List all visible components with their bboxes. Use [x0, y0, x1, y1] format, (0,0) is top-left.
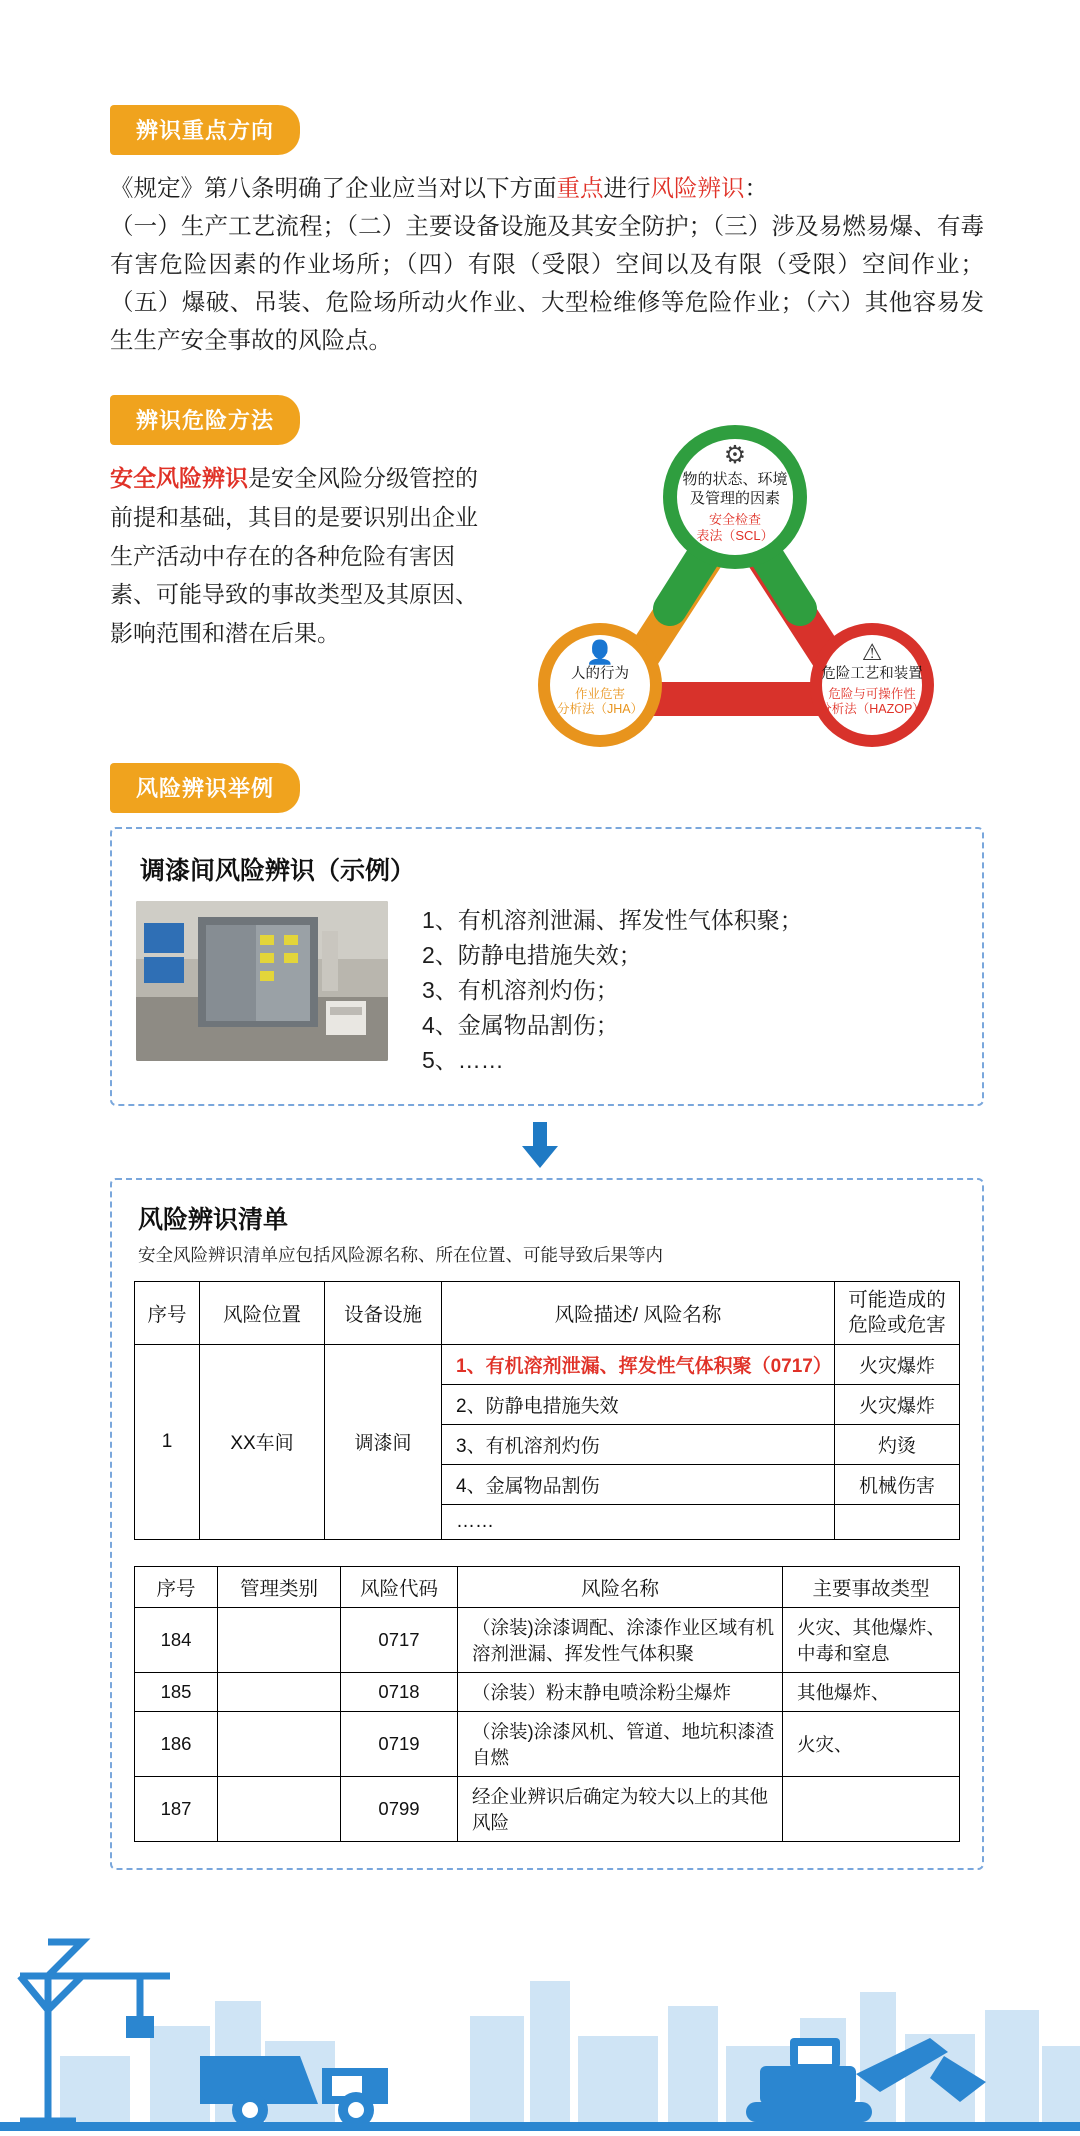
- triangle-top-title-line1: 物的状态、环境: [682, 471, 788, 489]
- triangle-right-method-line1: 危险与可操作性: [828, 686, 916, 701]
- focus-line1-pre: 《规定》第八条明确了企业应当对以下方面: [110, 175, 557, 201]
- table-row: [135, 1607, 960, 1672]
- td-description: 1、有机溶剂泄漏、挥发性气体积聚（0717）: [442, 1344, 835, 1384]
- risk-identification-table: [134, 1281, 960, 1540]
- triangle-diagram: [500, 419, 970, 749]
- risk-list-title: 风险辨识清单: [138, 1206, 289, 1235]
- warning-icon: ⚠: [861, 639, 883, 666]
- td2-category: [218, 1607, 341, 1672]
- focus-line1-end: ：: [744, 175, 768, 201]
- table-row: [135, 1672, 960, 1711]
- td-harm: 火灾爆炸: [835, 1344, 960, 1384]
- td2-no: 185: [135, 1672, 218, 1711]
- focus-paragraph: [110, 169, 984, 359]
- td-harm: [835, 1504, 960, 1539]
- triangle-left-method-line1: 作业危害: [574, 686, 625, 701]
- triangle-node-left: [518, 641, 682, 718]
- focus-line1-highlight2: 风险辨识: [650, 175, 745, 201]
- th2-name: 风险名称: [458, 1566, 783, 1607]
- table-row: [135, 1776, 960, 1841]
- list-item: 4、金属物品割伤；: [422, 1012, 619, 1039]
- td2-name: 经企业辨识后确定为较大以上的其他风险: [458, 1776, 783, 1841]
- th-location: 风险位置: [200, 1282, 325, 1345]
- table-row: [135, 1711, 960, 1776]
- td2-type: [783, 1776, 960, 1841]
- paint-room-photo: [136, 901, 388, 1061]
- paint-room-photo-graphic: [136, 901, 388, 1061]
- method-text: [110, 459, 490, 652]
- td-harm: 机械伤害: [835, 1464, 960, 1504]
- td2-category: [218, 1776, 341, 1841]
- td2-code: 0718: [341, 1672, 458, 1711]
- table-row: [135, 1344, 960, 1384]
- table-header-row: [135, 1282, 960, 1345]
- td2-code: 0719: [341, 1711, 458, 1776]
- section-tag-method: 辨识危险方法: [110, 395, 300, 445]
- focus-line1-mid: 进行: [603, 175, 651, 201]
- example-content-row: [136, 901, 958, 1078]
- td2-type: 其他爆炸、: [783, 1672, 960, 1711]
- td-description: ……: [442, 1504, 835, 1539]
- list-item: 1、有机溶剂泄漏、挥发性气体积聚；: [422, 907, 803, 934]
- example-title: 调漆间风险辨识（示例）: [140, 857, 416, 886]
- example-risk-list: [422, 901, 803, 1078]
- list-item: 5、……: [422, 1047, 504, 1074]
- td2-no: 187: [135, 1776, 218, 1841]
- th2-no: 序号: [135, 1566, 218, 1607]
- triangle-left-method-line2: 分析法（JHA）: [556, 702, 644, 717]
- gear-icon: ⚙: [723, 441, 747, 470]
- td2-code: 0717: [341, 1607, 458, 1672]
- triangle-right-title: 危险工艺和装置: [821, 666, 923, 683]
- td2-type: 火灾、: [783, 1711, 960, 1776]
- risk-list-subtitle: 安全风险辨识清单应包括风险源名称、所在位置、可能导致后果等内: [138, 1245, 663, 1266]
- list-item: 3、有机溶剂灼伤；: [422, 977, 619, 1004]
- th-harm: 可能造成的危险或危害: [835, 1282, 960, 1345]
- method-row: [0, 441, 1080, 749]
- triangle-node-right: [780, 641, 964, 718]
- td-facility: 调漆间: [325, 1344, 442, 1539]
- skyline-decoration: [0, 1906, 1080, 2131]
- method-body: 是安全风险分级管控的前提和基础，其目的是要识别出企业生产活动中存在的各种危险有害因素、可能导致的事故类型及其原因、影响范围和潜在后果。: [110, 465, 478, 646]
- triangle-left-title: 人的行为: [571, 666, 629, 683]
- td2-code: 0799: [341, 1776, 458, 1841]
- method-lead: 安全风险辨识: [110, 465, 248, 492]
- section-tag-example-wrap: [110, 763, 1080, 813]
- section-tag-focus: 辨识重点方向: [110, 105, 300, 155]
- td2-category: [218, 1711, 341, 1776]
- th-facility: 设备设施: [325, 1282, 442, 1345]
- person-icon: 👤: [585, 639, 615, 666]
- th2-type: 主要事故类型: [783, 1566, 960, 1607]
- td-description: 2、防静电措施失效: [442, 1384, 835, 1424]
- td2-no: 186: [135, 1711, 218, 1776]
- triangle-right-method-line2: 分析法（HAZOP）: [819, 702, 925, 717]
- triangle-node-top: [643, 443, 827, 544]
- td-description: 3、有机溶剂灼伤: [442, 1424, 835, 1464]
- list-item: 2、防静电措施失效；: [422, 942, 642, 969]
- triangle-top-method-line2: 表法（SCL）: [696, 528, 774, 544]
- section-tag-example: 风险辨识举例: [110, 763, 300, 813]
- arrow-down-icon: [522, 1122, 558, 1168]
- td-location: XX车间: [200, 1344, 325, 1539]
- td2-category: [218, 1672, 341, 1711]
- triangle-top-title-line2: 及管理的因素: [689, 489, 780, 507]
- td2-name: （涂装)涂漆风机、管道、地坑积漆渣自燃: [458, 1711, 783, 1776]
- td2-type: 火灾、其他爆炸、中毒和窒息: [783, 1607, 960, 1672]
- td-description: 4、金属物品割伤: [442, 1464, 835, 1504]
- risk-list-box: [110, 1178, 984, 1870]
- focus-line1-highlight: 重点: [556, 175, 604, 201]
- td2-no: 184: [135, 1607, 218, 1672]
- th-index: 序号: [135, 1282, 200, 1345]
- th-description: 风险描述/ 风险名称: [442, 1282, 835, 1345]
- risk-code-table: [134, 1566, 960, 1842]
- td2-name: （涂装）粉末静电喷涂粉尘爆炸: [458, 1672, 783, 1711]
- td2-name: （涂装)涂漆调配、涂漆作业区域有机溶剂泄漏、挥发性气体积聚: [458, 1607, 783, 1672]
- section-tag-focus-wrap: [110, 105, 1080, 155]
- example-box: [110, 827, 984, 1106]
- td-index: 1: [135, 1344, 200, 1539]
- td-harm: 灼烫: [835, 1424, 960, 1464]
- down-arrow-wrap: [0, 1122, 1080, 1168]
- triangle-top-method-line1: 安全检查: [708, 511, 761, 527]
- focus-paragraph-line1: [110, 169, 984, 207]
- skyline-graphic: [0, 1906, 1080, 2131]
- td-harm: 火灾爆炸: [835, 1384, 960, 1424]
- poster-page: [0, 105, 1080, 2131]
- focus-paragraph-body: （一）生产工艺流程；（二）主要设备设施及其安全防护；（三）涉及易燃易爆、有毒有害危险因素的作业场所；（四）有限（受限）空间以及有限（受限）空间作业；（五）爆破、吊装、危险场所动火作业、大型检维修等危险作业；（六）其他容易发生生产安全事故的风险点。: [110, 213, 984, 354]
- th2-code: 风险代码: [341, 1566, 458, 1607]
- table-header-row: [135, 1566, 960, 1607]
- th2-category: 管理类别: [218, 1566, 341, 1607]
